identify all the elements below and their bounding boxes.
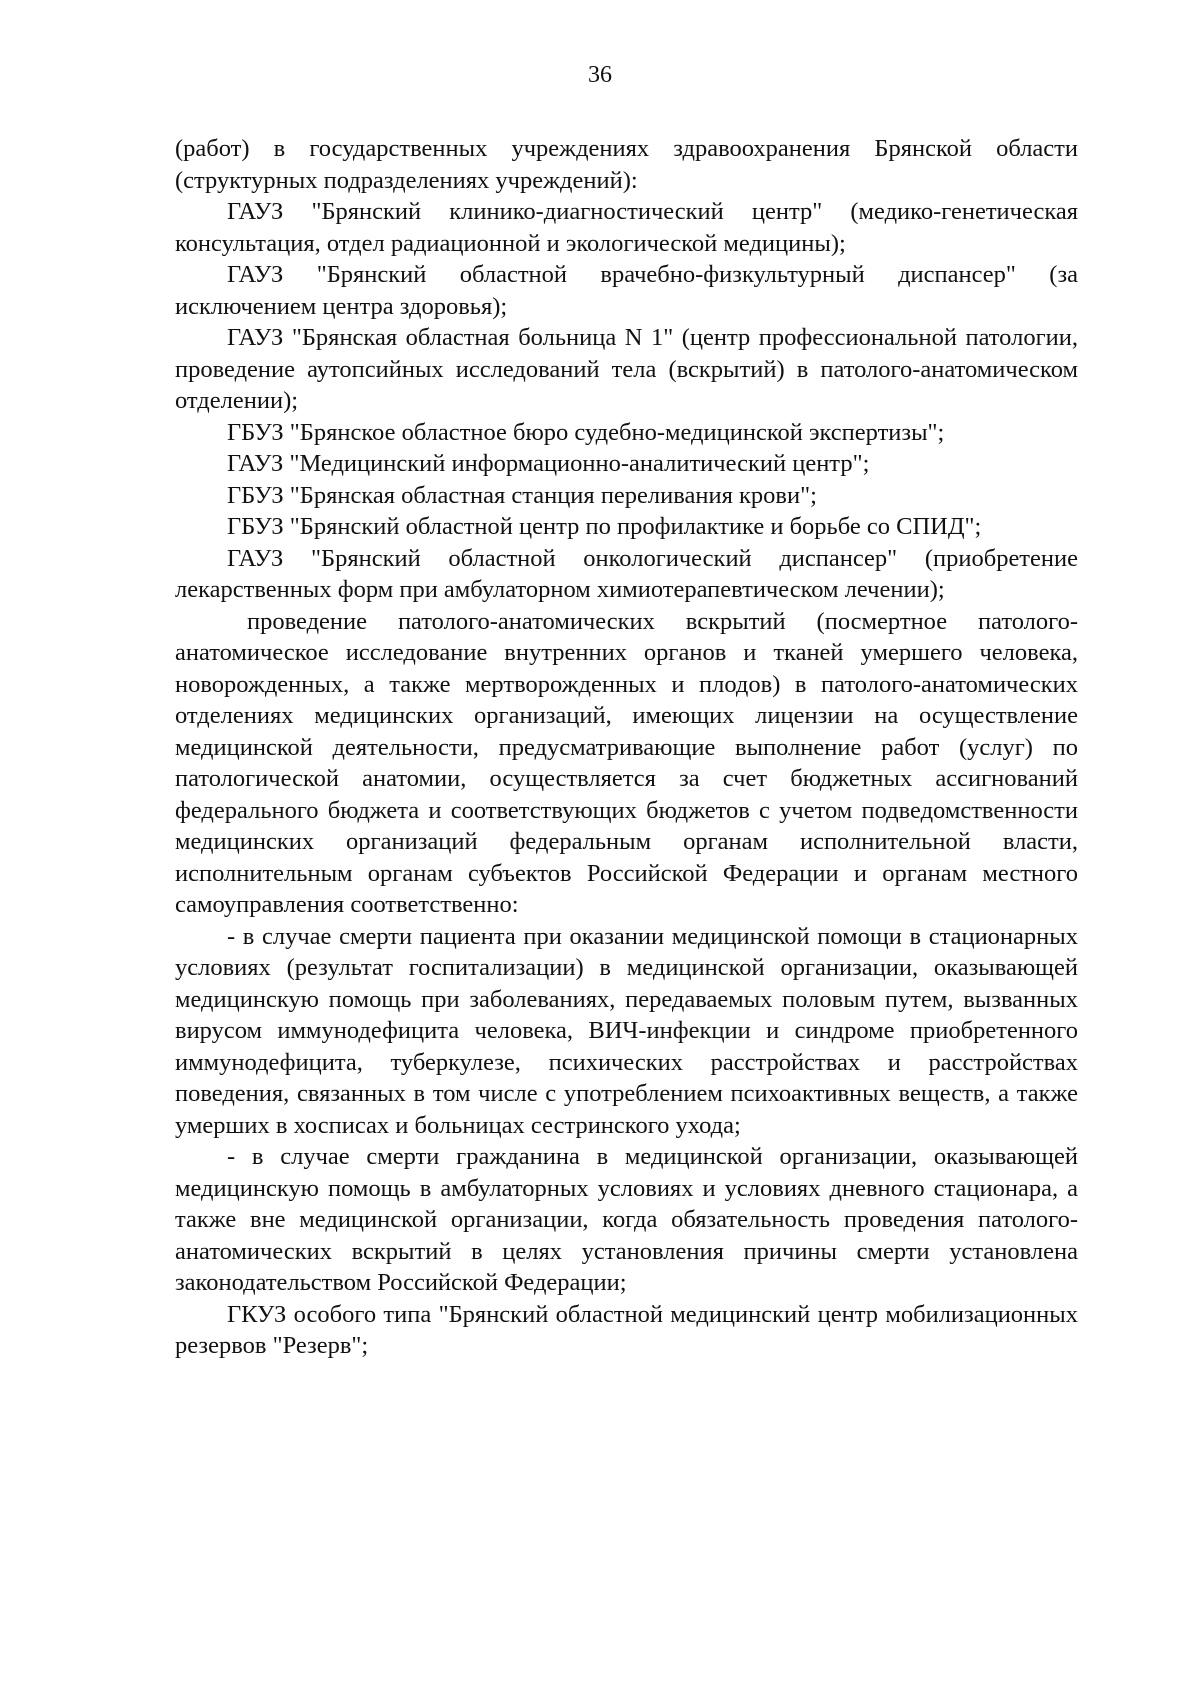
page-number: 36 [588, 62, 612, 88]
paragraph-institution: ГКУЗ особого типа "Брянский областной медицинский центр мобилизационных резервов "Резерв"; [175, 1300, 1078, 1359]
paragraph-autopsy: проведение патолого-анатомических вскрытий (посмертное патолого-анатомическое исследование внутренних органов и тканей умершего человека, новорожденных, а также мертворожденных и плодов) в патолого-анатомических отделениях медицинских организаций, имеющих лицензии на осуществление медицинской деятельности, предусматривающие выполнение работ (услуг) по патологической анатомии, осуществляется за счет бюджетных ассигнований федерального бюджета и соответствующих бюджетов с учетом подведомственности медицинских организаций федеральным органам исполнительной власти, исполнительным органам субъектов Российской Федерации и органам местного самоуправления соответственно: [175, 607, 1078, 918]
paragraph-institution: ГБУЗ "Брянское областное бюро судебно-медицинской экспертизы"; [227, 418, 945, 446]
paragraph-list-item: - в случае смерти гражданина в медицинской организации, оказывающей медицинскую помощь в амбулаторных условиях и условиях дневного стационара, а также вне медицинской организации, когда обязательность проведения патолого-анатомических вскрытий в целях установления причины смерти установлена законодательством Российской Федерации; [175, 1143, 1078, 1296]
paragraph-list-item: - в случае смерти пациента при оказании медицинской помощи в стационарных условиях (результат госпитализации) в медицинской организации, оказывающей медицинскую помощь при заболеваниях, передаваемых половым путем, вызванных вирусом иммунодефицита человека, ВИЧ-инфекции и синдроме приобретенного иммунодефицита, туберкулезе, психических расстройствах и расстройствах поведения, связанных в том числе с употреблением психоактивных веществ, а также умерших в хосписах и больницах сестринского ухода; [175, 922, 1078, 1139]
paragraph-institution: ГАУЗ "Брянский клинико-диагностический центр" (медико-генетическая консультация, отдел радиационной и экологической медицины); [175, 198, 1078, 257]
paragraph-institution: ГАУЗ "Брянский областной онкологический диспансер" (приобретение лекарственных форм при амбулаторном химиотерапевтическом лечении); [175, 544, 1078, 603]
paragraph-institution: ГБУЗ "Брянский областной центр по профилактике и борьбе со СПИД"; [227, 513, 982, 540]
paragraph-intro: (работ) в государственных учреждениях здравоохранения Брянской области (структурных подразделениях учреждений): [175, 135, 1078, 194]
paragraph-institution: ГАУЗ "Брянский областной врачебно-физкультурный диспансер" (за исключением центра здоровья); [175, 261, 1078, 320]
paragraph-institution: ГАУЗ "Медицинский информационно-аналитический центр"; [227, 450, 870, 477]
paragraph-institution: ГБУЗ "Брянская областная станция переливания крови"; [227, 481, 817, 509]
paragraph-institution: ГАУЗ "Брянская областная больница N 1" (центр профессиональной патологии, проведение аутопсийных исследований тела (вскрытий) в патолого-анатомическом отделении); [175, 324, 1078, 414]
document-body [175, 133, 1078, 1362]
